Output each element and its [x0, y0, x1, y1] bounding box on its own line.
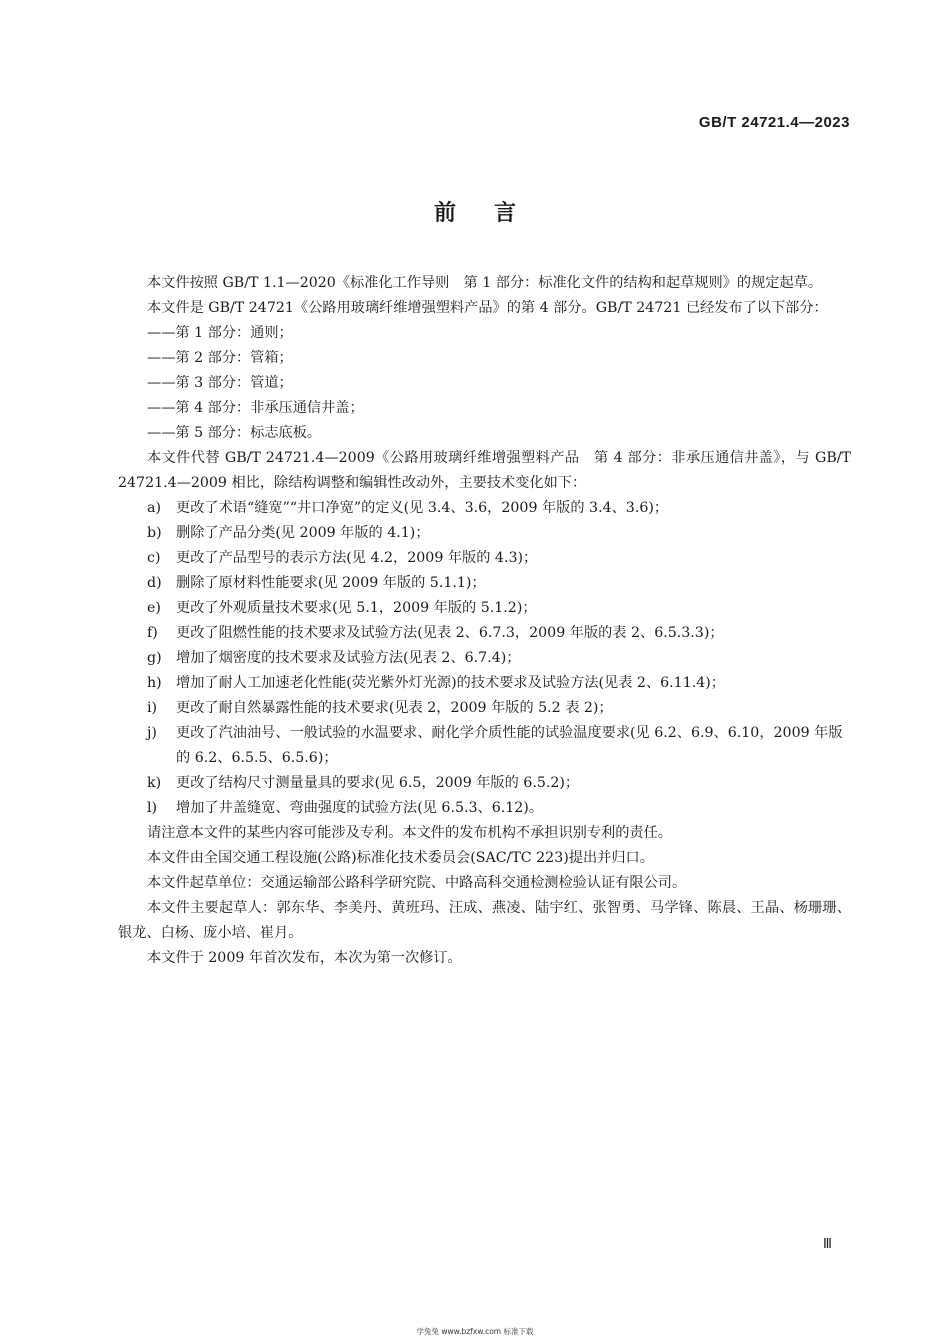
item-marker: d): [147, 575, 162, 591]
item-text: 更改了术语“缝宽”“井口净宽”的定义(见 3.4、3.6，2009 年版的 3.4、3.6)；: [176, 500, 669, 516]
list-item: [118, 496, 851, 521]
list-item: [118, 596, 851, 621]
item-text: 更改了耐自然暴露性能的技术要求(见表 2，2009 年版的 5.2 表 2)；: [176, 700, 613, 716]
page-title: 前言: [433, 201, 554, 226]
list-item: [118, 521, 851, 546]
standard-code: GB/T 24721.4—2023: [698, 114, 850, 131]
paragraph-patent-notice: 请注意本文件的某些内容可能涉及专利。本文件的发布机构不承担识别专利的责任。: [147, 825, 672, 841]
paragraph-series: 本文件是 GB/T 24721《公路用玻璃纤维增强塑料产品》的第 4 部分。GB/T 24721 已经发布了以下部分：: [147, 300, 828, 316]
list-item: [118, 696, 851, 721]
list-item: ——第 5 部分：标志底板。: [147, 425, 322, 441]
paragraph-drafters: 本文件主要起草人：郭东华、李美丹、黄班玛、汪成、燕凌、陆宇红、张智勇、马学锋、陈晨、王晶、杨珊珊、银龙、白杨、庞小培、崔月。: [118, 900, 851, 941]
list-item: ——第 4 部分：非承压通信井盖；: [147, 400, 364, 416]
list-item: [118, 771, 851, 796]
item-text: 增加了耐人工加速老化性能(荧光紫外灯光源)的技术要求及试验方法(见表 2、6.11.4)；: [176, 675, 725, 691]
item-marker: c): [147, 550, 161, 566]
item-marker: k): [147, 775, 162, 791]
item-marker: i): [147, 700, 158, 716]
changes-list: [118, 496, 851, 821]
list-item: ——第 2 部分：管箱；: [147, 350, 293, 366]
item-text: 增加了烟密度的技术要求及试验方法(见表 2、6.7.4)；: [176, 650, 521, 666]
item-marker: b): [147, 525, 162, 541]
list-item: [118, 671, 851, 696]
paragraph-committee: 本文件由全国交通工程设施(公路)标准化技术委员会(SAC/TC 223)提出并归口。: [147, 850, 654, 866]
parts-list: [118, 321, 851, 446]
list-item: [118, 571, 851, 596]
item-text: 更改了外观质量技术要求(见 5.1，2009 年版的 5.1.2)；: [176, 600, 537, 616]
item-marker: f): [147, 625, 158, 641]
list-item: [118, 621, 851, 646]
item-marker: l): [147, 800, 158, 816]
list-item: [118, 546, 851, 571]
item-text: 更改了结构尺寸测量量具的要求(见 6.5，2009 年版的 6.5.2)；: [176, 775, 580, 791]
item-text: 更改了汽油油号、一般试验的水温要求、耐化学介质性能的试验温度要求(见 6.2、6.9、6.10，2009 年版的 6.2、6.5.5、6.5.6)；: [176, 725, 843, 766]
list-item: ——第 1 部分：通则；: [147, 325, 293, 341]
paragraph-drafting-rule: 本文件按照 GB/T 1.1—2020《标准化工作导则 第 1 部分：标准化文件的结构和起草规则》的规定起草。: [147, 275, 823, 291]
item-marker: g): [147, 650, 162, 666]
item-marker: h): [147, 675, 162, 691]
paragraph-history: 本文件于 2009 年首次发布，本次为第一次修订。: [147, 950, 462, 966]
item-marker: a): [147, 500, 161, 516]
paragraph-drafting-units: 本文件起草单位：交通运输部公路科学研究院、中路高科交通检测检验认证有限公司。: [147, 875, 687, 891]
item-marker: e): [147, 600, 161, 616]
list-item: [118, 646, 851, 671]
list-item: [118, 796, 851, 821]
page-number: Ⅲ: [823, 1237, 832, 1252]
item-text: 增加了井盖缝宽、弯曲强度的试验方法(见 6.5.3、6.12)。: [176, 800, 544, 816]
item-text: 更改了阻燃性能的技术要求及试验方法(见表 2、6.7.3，2009 年版的表 2、6.5.3.3)；: [176, 625, 724, 641]
list-item: ——第 3 部分：管道；: [147, 375, 293, 391]
item-text: 更改了产品型号的表示方法(见 4.2，2009 年版的 4.3)；: [176, 550, 538, 566]
paragraph-replacement: 本文件代替 GB/T 24721.4—2009《公路用玻璃纤维增强塑料产品 第 4 部分：非承压通信井盖》，与 GB/T 24721.4—2009 相比，除结构调整和编辑性改动外，主要技术变化如下：: [118, 450, 851, 491]
item-text: 删除了产品分类(见 2009 年版的 4.1)；: [176, 525, 430, 541]
item-text: 删除了原材料性能要求(见 2009 年版的 5.1.1)；: [176, 575, 486, 591]
item-marker: j): [147, 725, 157, 741]
footer-watermark: 学兔兔 www.bzfxw.com 标准下载: [416, 1327, 534, 1336]
document-body: [118, 271, 851, 971]
list-item: [118, 721, 851, 771]
